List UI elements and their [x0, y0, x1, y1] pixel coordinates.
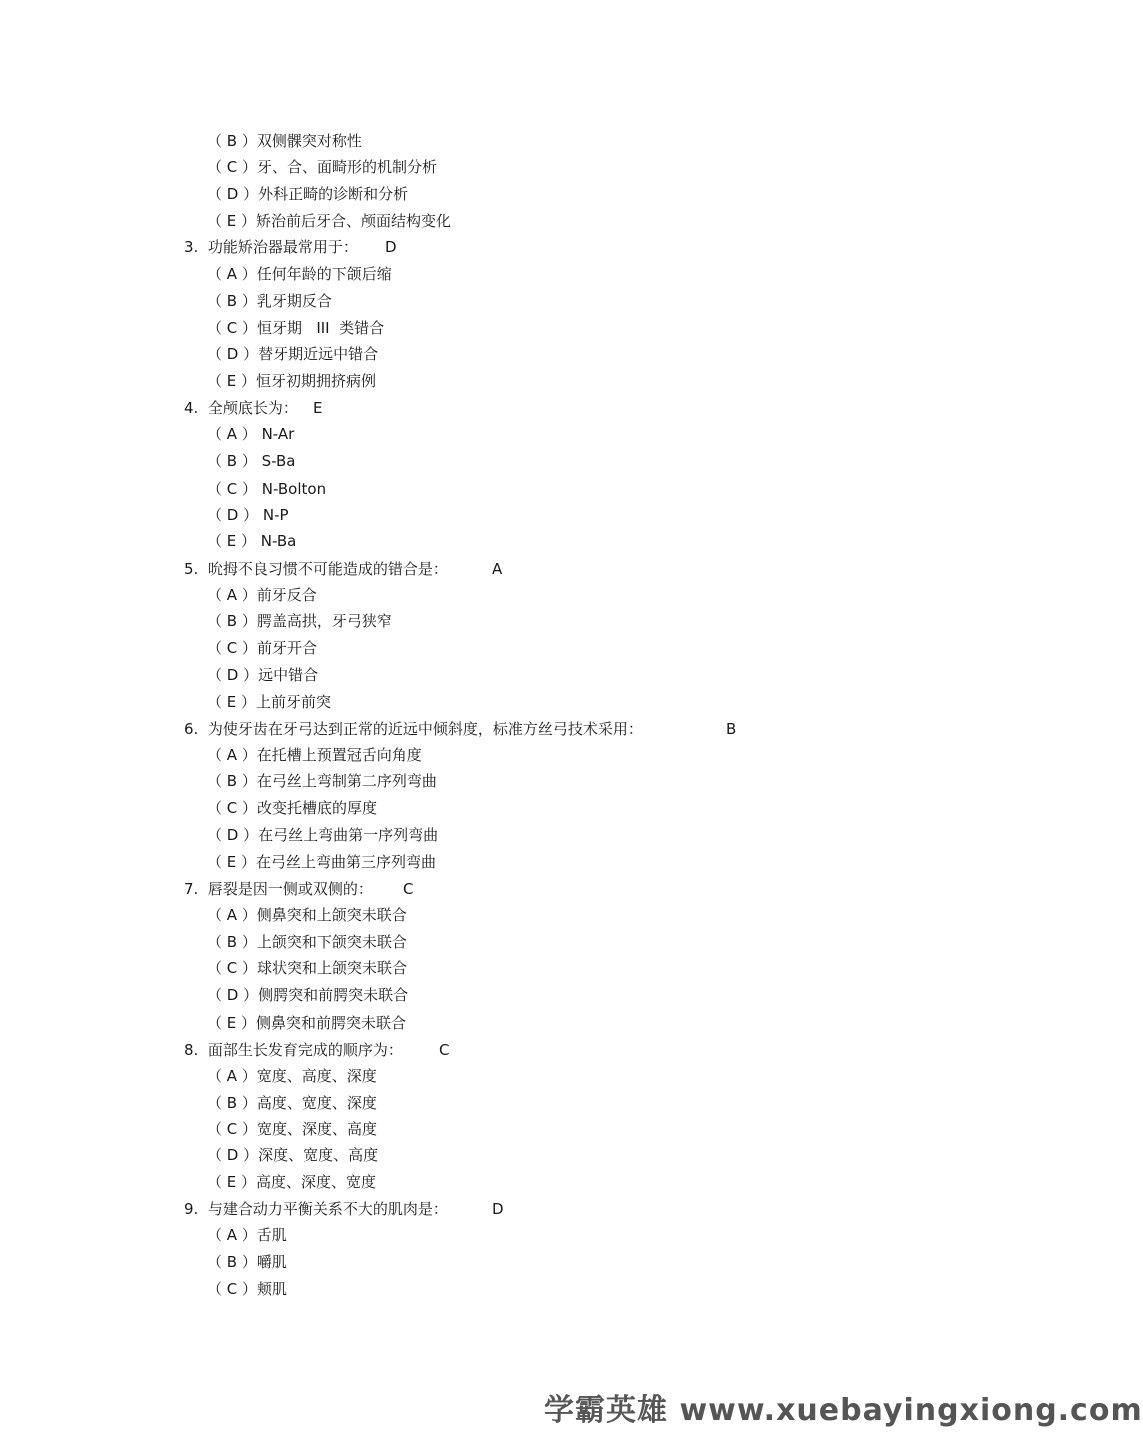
q6-stem: 6. 为使牙齿在牙弓达到正常的近远中倾斜度，标准方丝弓技术采用：	[184, 720, 643, 738]
q9-option-a: （ A ）舌肌	[207, 1226, 287, 1244]
q8-option-b: （ B ）高度、宽度、深度	[207, 1094, 377, 1112]
q7-option-d: （ D ）侧腭突和前腭突未联合	[207, 986, 409, 1004]
q8-stem: 8. 面部生长发育完成的顺序为：	[184, 1041, 403, 1059]
q7-option-c: （ C ）球状突和上颌突未联合	[207, 959, 408, 977]
q7-option-b: （ B ）上颌突和下颌突未联合	[207, 933, 407, 951]
q6-option-c: （ C ）改变托槽底的厚度	[207, 799, 378, 817]
q5-option-d: （ D ）远中错合	[207, 666, 319, 684]
q8-option-d: （ D ）深度、宽度、高度	[207, 1146, 379, 1164]
site-watermark: 学霸英雄 www.xuebayingxiong.com	[544, 1393, 1143, 1428]
q6-answer: B	[726, 720, 737, 738]
q5-answer: A	[492, 560, 503, 578]
q4-option-e: （ E ） N-Ba	[207, 532, 297, 550]
q3-option-d: （ D ）替牙期近远中错合	[207, 345, 379, 363]
q4-stem: 4. 全颅底长为：	[184, 399, 298, 417]
q5-option-e: （ E ）上前牙前突	[207, 693, 332, 711]
q6-option-d: （ D ）在弓丝上弯曲第一序列弯曲	[207, 826, 439, 844]
q6-option-a: （ A ）在托槽上预置冠舌向角度	[207, 746, 422, 764]
q4-option-c: （ C ） N-Bolton	[207, 480, 327, 498]
q9-option-b: （ B ）嚼肌	[207, 1253, 287, 1271]
q9-answer: D	[492, 1200, 504, 1218]
q7-option-a: （ A ）侧鼻突和上颌突未联合	[207, 906, 407, 924]
q5-option-a: （ A ）前牙反合	[207, 586, 317, 604]
q3-option-b: （ B ）乳牙期反合	[207, 292, 332, 310]
q2-option-c: （ C ）牙、合、面畸形的机制分析	[207, 158, 438, 176]
q3-option-e: （ E ）恒牙初期拥挤病例	[207, 372, 377, 390]
q7-answer: C	[403, 880, 414, 898]
q5-option-b: （ B ）腭盖高拱，牙弓狭窄	[207, 612, 392, 630]
q6-option-b: （ B ）在弓丝上弯制第二序列弯曲	[207, 772, 437, 790]
q7-option-e: （ E ）侧鼻突和前腭突未联合	[207, 1014, 407, 1032]
q9-stem: 9. 与建合动力平衡关系不大的肌肉是：	[184, 1200, 448, 1218]
q3-option-c: （ C ）恒牙期 III 类错合	[207, 319, 385, 337]
q2-option-b: （ B ）双侧髁突对称性	[207, 132, 362, 150]
q8-option-a: （ A ）宽度、高度、深度	[207, 1067, 377, 1085]
q3-answer: D	[385, 238, 397, 256]
q8-option-c: （ C ）宽度、深度、高度	[207, 1120, 378, 1138]
q3-stem: 3. 功能矫治器最常用于：	[184, 238, 358, 256]
q4-option-d: （ D ） N-P	[207, 506, 289, 524]
q2-option-e: （ E ）矫治前后牙合、颅面结构变化	[207, 212, 452, 230]
q7-stem: 7. 唇裂是因一侧或双侧的：	[184, 880, 373, 898]
q4-option-a: （ A ） N-Ar	[207, 425, 295, 443]
q9-option-c: （ C ）颊肌	[207, 1280, 288, 1298]
q4-answer: E	[313, 399, 323, 417]
q5-option-c: （ C ）前牙开合	[207, 639, 318, 657]
q6-option-e: （ E ）在弓丝上弯曲第三序列弯曲	[207, 853, 437, 871]
q3-option-a: （ A ）任何年龄的下颌后缩	[207, 265, 392, 283]
q2-option-d: （ D ）外科正畸的诊断和分析	[207, 185, 409, 203]
q5-stem: 5. 吮拇不良习惯不可能造成的错合是：	[184, 560, 448, 578]
q4-option-b: （ B ） S-Ba	[207, 452, 296, 470]
q8-answer: C	[439, 1041, 450, 1059]
q8-option-e: （ E ）高度、深度、宽度	[207, 1173, 377, 1191]
